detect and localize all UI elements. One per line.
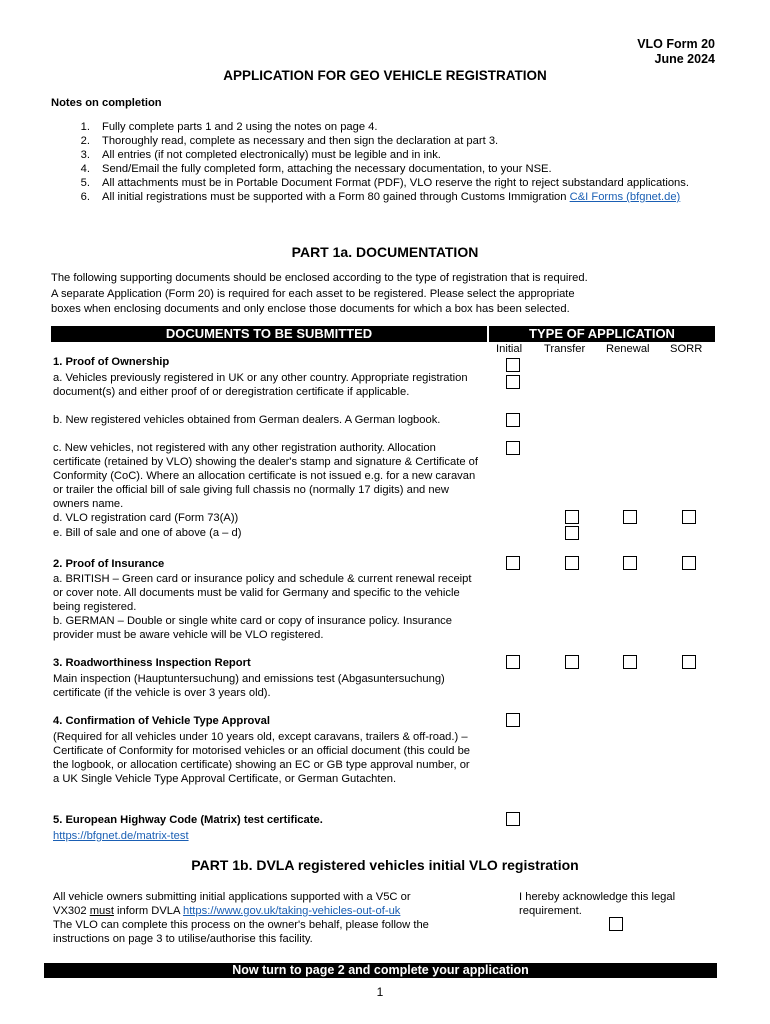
matrix-test-link[interactable]: https://bfgnet.de/matrix-test xyxy=(53,830,189,842)
page-number: 1 xyxy=(376,985,384,999)
ownership-b: b. New registered vehicles obtained from German dealers. A German logbook. xyxy=(53,414,441,426)
note-item: 3. All entries (if not completed electronically) must be legible and in ink. xyxy=(80,149,441,161)
ci-forms-link[interactable]: C&I Forms (bfgnet.de) xyxy=(569,191,681,203)
column-renewal: Renewal xyxy=(606,343,650,355)
roadworthiness-sorr-checkbox[interactable] xyxy=(682,655,696,669)
note-item: 4. Send/Email the fully completed form, attaching the necessary documentation, to your NSE. xyxy=(80,163,552,175)
matrix-initial-checkbox[interactable] xyxy=(506,812,520,826)
type-approval-initial-checkbox[interactable] xyxy=(506,713,520,727)
ownership-d-transfer-checkbox[interactable] xyxy=(565,510,579,524)
notes-list xyxy=(72,120,712,204)
ownership-title: 1. Proof of Ownership xyxy=(53,356,170,368)
insurance-renewal-checkbox[interactable] xyxy=(623,556,637,570)
note-item: 1. Fully complete parts 1 and 2 using the notes on page 4. xyxy=(80,121,378,133)
ownership-title-initial-checkbox[interactable] xyxy=(506,358,520,372)
documents-header-bar: DOCUMENTS TO BE SUBMITTED xyxy=(51,326,487,342)
ownership-a-initial-checkbox[interactable] xyxy=(506,375,520,389)
insurance-b: b. GERMAN – Double or single white card or copy of insurance policy. Insurance provider must be aware vehicle will be VLO registered. xyxy=(53,615,453,641)
ownership-a: a. Vehicles previously registered in UK or any other country. Appropriate registration document(s) and either proof of or deregistration certificate if applicable. xyxy=(53,372,468,398)
type-header-bar: TYPE OF APPLICATION xyxy=(489,326,715,342)
column-initial: Initial xyxy=(496,343,523,355)
note-item: 5. All attachments must be in Portable Document Format (PDF), VLO reserve the right to reject substandard applications. xyxy=(80,177,689,189)
roadworthiness-transfer-checkbox[interactable] xyxy=(565,655,579,669)
roadworthiness-title: 3. Roadworthiness Inspection Report xyxy=(53,657,251,669)
ownership-e-transfer-checkbox[interactable] xyxy=(565,526,579,540)
roadworthiness-initial-checkbox[interactable] xyxy=(506,655,520,669)
ownership-c: c. New vehicles, not registered with any other registration authority. Allocation certificate (retained by VLO) showing the dealer's stamp and signature & Certificate of Conformity (CoC). Where an allocation certificate is not issued e.g. for a new caravan or trailer the official bill of sale giving full chassis no (normally 17 digits) and new owners name. xyxy=(53,442,478,510)
ownership-d-sorr-checkbox[interactable] xyxy=(682,510,696,524)
part1a-intro: The following supporting documents should be enclosed according to the type of registration that is required. A separate Application (Form 20) is required for each asset to be registered. Please select the appropriate boxes when enclosing documents and only enclose those documents for which a box has been selected. xyxy=(51,272,588,315)
form-number: VLO Form 20 xyxy=(637,37,715,51)
ownership-d-renewal-checkbox[interactable] xyxy=(623,510,637,524)
column-transfer: Transfer xyxy=(544,343,586,355)
matrix-title: 5. European Highway Code (Matrix) test certificate. xyxy=(53,814,323,826)
insurance-transfer-checkbox[interactable] xyxy=(565,556,579,570)
page-title: APPLICATION FOR GEO VEHICLE REGISTRATION xyxy=(223,68,547,83)
acknowledge-checkbox[interactable] xyxy=(609,917,623,931)
ownership-e: e. Bill of sale and one of above (a – d) xyxy=(53,527,242,539)
acknowledge-text: I hereby acknowledge this legal requirement. xyxy=(519,891,676,917)
next-page-banner: Now turn to page 2 and complete your application xyxy=(44,963,717,978)
notes-heading: Notes on completion xyxy=(51,97,162,109)
dvla-link[interactable]: https://www.gov.uk/taking-vehicles-out-of-uk xyxy=(182,905,401,917)
note-item: 6. All initial registrations must be supported with a Form 80 gained through Customs Immigration C&I Forms (bfgnet.de) xyxy=(80,191,681,203)
part1b-text: All vehicle owners submitting initial applications supported with a V5C or VX302 must inform DVLA https://www.gov.uk/taking-vehicles-out-of-uk The VLO can complete this process on the owner's behalf, please follow the instructions on page 3 to utilise/authorise this facility. xyxy=(53,891,429,945)
insurance-initial-checkbox[interactable] xyxy=(506,556,520,570)
roadworthiness-text: Main inspection (Hauptuntersuchung) and emissions test (Abgasuntersuchung) certificate (if the vehicle is over 3 years old). xyxy=(53,673,445,699)
ownership-c-initial-checkbox[interactable] xyxy=(506,441,520,455)
ownership-d: d. VLO registration card (Form 73(A)) xyxy=(53,512,239,524)
ownership-b-initial-checkbox[interactable] xyxy=(506,413,520,427)
column-sorr: SORR xyxy=(670,343,703,355)
part1a-title: PART 1a. DOCUMENTATION xyxy=(291,244,479,260)
part1b-title: PART 1b. DVLA registered vehicles initial VLO registration xyxy=(191,857,579,873)
insurance-title: 2. Proof of Insurance xyxy=(53,558,165,570)
insurance-sorr-checkbox[interactable] xyxy=(682,556,696,570)
note-item: 2. Thoroughly read, complete as necessary and then sign the declaration at part 3. xyxy=(80,135,499,147)
insurance-a: a. BRITISH – Green card or insurance policy and schedule & current renewal receipt or cover note. All documents must be valid for Germany and specific to the vehicle being registered. xyxy=(53,573,472,613)
type-approval-text: (Required for all vehicles under 10 years old, except caravans, trailers & off-road.) – Certificate of Conformity for motorised vehicles or an official document (this could be the logbook, or allocation certificate) showing an EC or GB type approval number, or a UK Single Vehicle Type Approval Certificate, or German Gutachten. xyxy=(53,731,471,785)
type-approval-title: 4. Confirmation of Vehicle Type Approval xyxy=(53,715,270,727)
form-date: June 2024 xyxy=(654,52,715,66)
roadworthiness-renewal-checkbox[interactable] xyxy=(623,655,637,669)
